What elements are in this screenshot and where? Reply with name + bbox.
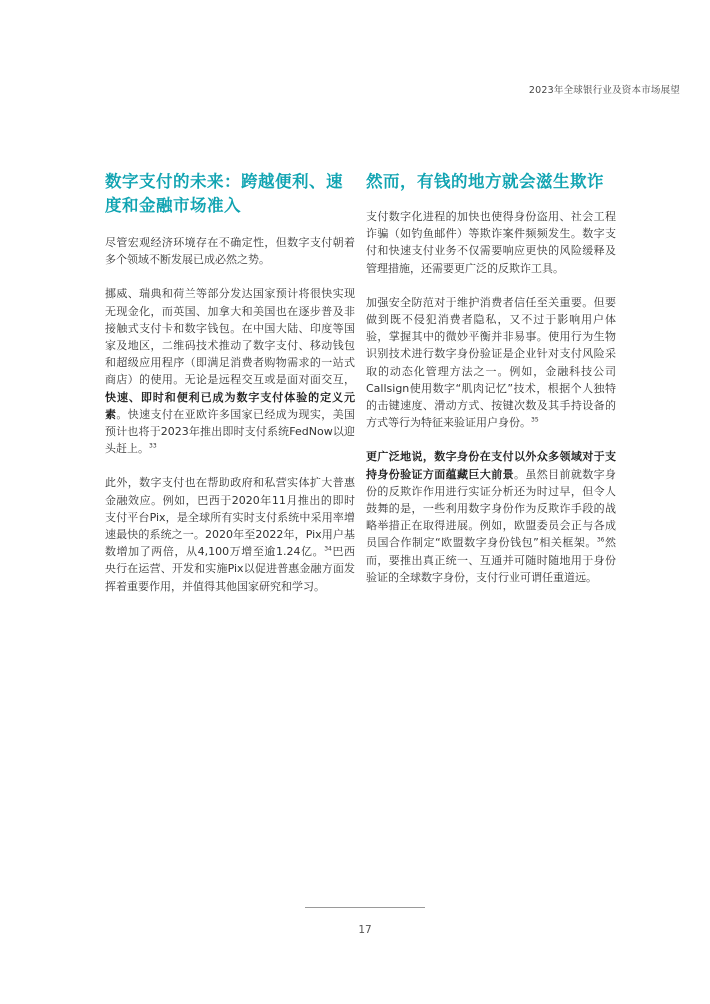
emphasis-text: 更广泛地说，数字身份在支付以外众多领域对于支持身份验证方面蕴藏巨大前景 — [366, 450, 616, 481]
right-column — [366, 170, 616, 603]
paragraph-text: 加强安全防范对于维护消费者信任至关重要。但要做到既不侵犯消费者隐私，又不过于影响用户体验，掌握其中的微妙平衡并非易事。使用行为生物识别技术进行数字身份验证是企业针对支付风险采取的动态化管理方法之一。例如，金融科技公司Callsign使用数字“肌肉记忆”技术，根据个人独特的击键速度、滑动方式、按键次数及其手持设备的方式等行为特征来验证用户身份。 — [366, 295, 616, 430]
left-column — [105, 170, 355, 612]
paragraph — [105, 285, 355, 457]
paragraph-text: 。快速支付在亚欧许多国家已经成为现实，美国预计也将于2023年推出即时支付系统FedNow以迎头赶上。 — [105, 407, 356, 456]
paragraph — [366, 294, 616, 432]
paragraph: 尽管宏观经济环境存在不确定性，但数字支付朝着多个领域不断发展已成必然之势。 — [105, 236, 355, 267]
paragraph: 支付数字化进程的加快也使得身份盗用、社会工程诈骗（如钓鱼邮件）等欺诈案件频频发生。数字支付和快速支付业务不仅需要响应更快的风险缓释及管理措施，还需要更广泛的反欺诈工具。 — [366, 210, 616, 275]
section-heading-digital-payments: 数字支付的未来：跨越便利、速度和金融市场准入 — [105, 172, 343, 215]
section-heading-fraud: 然而，有钱的地方就会滋生欺诈 — [366, 172, 604, 191]
page-number: 17 — [358, 924, 372, 936]
running-header: 2023年全球银行业及资本市场展望 — [528, 85, 680, 96]
footnote-ref: 33 — [149, 442, 157, 450]
paragraph-text: 巴西央行在运营、开发和实施Pix以促进普惠金融方面发挥着重要作用，并值得其他国家研究和学习。 — [105, 545, 356, 593]
paragraph-text: 挪威、瑞典和荷兰等部分发达国家预计将很快实现无现金化，而英国、加拿大和美国也在逐步普及非接触式支付卡和数字钱包。在中国大陆、印度等国家及地区，二维码技术推动了数字支付、移动钱包和超级应用程序（即满足消费者购物需求的一站式商店）的使用。无论是远程交互或是面对面交互， — [105, 287, 355, 387]
paragraph-text: 此外，数字支付也在帮助政府和私营实体扩大普惠金融效应。例如，巴西于2020年11月推出的即时支付平台Pix，是全球所有实时支付系统中采用率增速最快的系统之一。2020年至2022年，Pix用户基数增加了两倍，从4,100万增至逾1.24亿。 — [105, 476, 355, 559]
paragraph-text: 然而，要推出真正统一、互通并可随时随地用于身份验证的全球数字身份，支付行业可谓任重道远。 — [366, 536, 616, 584]
emphasis-text: 快速、即时和便利已成为数字支付体验的定义元素 — [105, 390, 355, 421]
paragraph — [105, 474, 355, 594]
footnote-ref: 35 — [531, 416, 539, 424]
paragraph-text: 。虽然目前就数字身份的反欺诈作用进行实证分析还为时过早，但令人鼓舞的是，一些利用数字身份作为反欺诈手段的战略举措正在取得进展。例如，欧盟委员会正与各成员国合作制定“欧盟数字身份钱包”相关框架。 — [366, 467, 617, 550]
footnote-ref: 36 — [596, 536, 605, 544]
footer-divider — [305, 907, 425, 908]
footnote-ref: 34 — [324, 545, 332, 553]
top-band — [0, 0, 710, 6]
paragraph — [366, 448, 616, 586]
